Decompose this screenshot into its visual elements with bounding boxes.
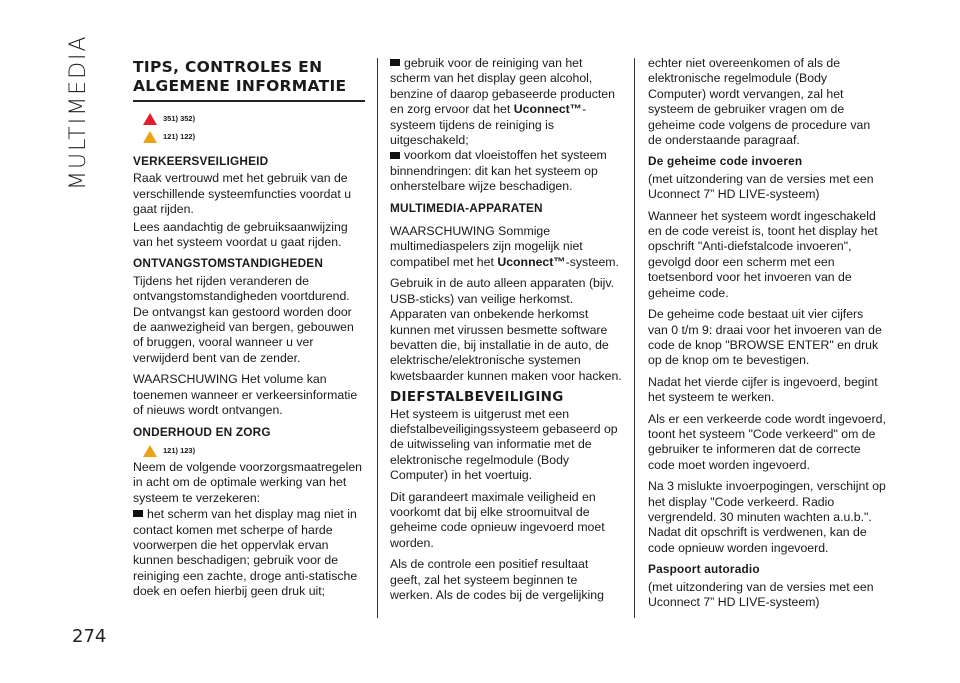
column-2 — [390, 56, 622, 609]
heading-traffic-safety: VERKEERSVEILIGHEID — [133, 154, 269, 168]
list-item-text: gebruik voor de reiniging van het scherm van het display geen alcohol, benzine of daarop gebaseerde producten en zorg ervoor dat het — [390, 56, 615, 117]
paragraph: echter niet overeenkomen of als de elektronische regelmodule (Body Computer) wordt vervangen, zal het systeem de gebruiker vragen om de geheime code volgens de procedure van de onderstaande paragraaf. — [648, 56, 871, 148]
paragraph: Raak vertrouwd met het gebruik van de verschillende systeemfuncties voordat u gaat rijden. — [133, 171, 352, 217]
paragraph: De geheime code bestaat uit vier cijfers van 0 t/m 9: draai voor het invoeren van de code de knop "BROWSE ENTER" en druk op de knop om te bevestigen. — [648, 307, 882, 368]
paragraph: Als er een verkeerde code wordt ingevoerd, toont het systeem "Code verkeerd" om de gebruiker te informeren dat de correcte code moet worden ingevoerd. — [648, 411, 886, 472]
paragraph: Lees aandachtig de gebruiksaanwijzing van het systeem voordat u gaat rijden. — [133, 219, 348, 250]
paragraph: Tijdens het rijden veranderen de ontvangstomstandigheden voortdurend. De ontvangst kan gestoord worden door de aanwezigheid van bergen, gebouwen of bruggen, vooral wanneer u ver verwijderd bent van de zender. — [133, 273, 354, 365]
bullet-icon — [390, 59, 400, 66]
title-line-2: ALGEMENE INFORMATIE — [133, 77, 347, 95]
paragraph: WAARSCHUWING Het volume kan toenemen wanneer er verkeersinformatie of nieuws wordt ontvangen. — [133, 372, 358, 418]
bullet-icon — [390, 152, 400, 159]
paragraph-text: WAARSCHUWING Sommige multimediaspelers zijn mogelijk niet compatibel met het — [390, 224, 583, 269]
column-divider — [377, 58, 378, 618]
paragraph: (met uitzondering van de versies met een Uconnect 7” HD LIVE-systeem) — [648, 579, 874, 609]
caution-refs: 121) 123) — [163, 446, 196, 456]
section-side-label — [60, 34, 100, 190]
caution-triangle-icon — [143, 131, 157, 143]
paragraph: Na 3 mislukte invoerpogingen, verschijnt op het display "Code verkeerd. Radio vergrendeld. 30 minuten wachten a.u.b.". Nadat dit opschrift is verdwenen, kan de code opnieuw worden ingevoerd. — [648, 479, 886, 555]
paragraph: Als de controle een positief resultaat geeft, zal het systeem beginnen te werken. Als de codes bij de vergelijking — [390, 557, 604, 602]
list-item — [133, 507, 365, 599]
list-item-text: voorkom dat vloeistoffen het systeem binnendringen: dit kan het systeem op onherstelbare wijze beschadigen. — [390, 148, 607, 194]
heading-reception: ONTVANGSTOMSTANDIGHEDEN — [133, 256, 324, 271]
paragraph: Dit garandeert maximale veiligheid en voorkomt dat bij elke stroomuitval de geheime code opnieuw ingevoerd moet worden. — [390, 489, 605, 550]
page-title — [133, 58, 365, 96]
paragraph: Het systeem is uitgerust met een diefstalbeveiligingssysteem gebaseerd op de uitwisseling van informatie met de elektronische regelmodule (Body Computer) in het voertuig. — [390, 406, 618, 483]
title-underline — [133, 100, 365, 102]
section-label-text: MULTIMEDIA — [66, 34, 91, 190]
paragraph: Gebruik in de auto alleen apparaten (bijv. USB-sticks) van veilige herkomst. Apparaten van onbekende herkomst kunnen met virussen besmette software bevatten die, bij installatie in de auto, de elektrische/elektronische systemen kwetsbaarder kunnen maken voor hacken. — [390, 276, 622, 383]
caution-row — [143, 128, 365, 146]
column-divider — [634, 58, 635, 618]
list-item-text: -systeem tijdens de reiniging is uitgeschakeld; — [390, 102, 587, 148]
page-number: 274 — [72, 626, 107, 647]
warning-triangle-icon — [143, 113, 157, 125]
caution-row — [143, 442, 365, 460]
warning-row — [143, 110, 365, 128]
heading-anti-theft: DIEFSTALBEVEILIGING — [390, 389, 564, 406]
caution-refs: 121) 122) — [163, 132, 196, 142]
bullet-icon — [133, 510, 143, 517]
heading-multimedia-devices: MULTIMEDIA-APPARATEN — [390, 200, 543, 215]
paragraph: Neem de volgende voorzorgsmaatregelen in acht om de optimale werking van het systeem te verzekeren: — [133, 459, 362, 505]
brand-name: Uconnect™ — [513, 102, 583, 117]
warning-refs: 351) 352) — [163, 114, 196, 124]
column-1 — [133, 58, 365, 600]
brand-name: Uconnect™ — [497, 254, 566, 269]
heading-radio-passport: Paspoort autoradio — [648, 562, 760, 577]
column-3 — [648, 56, 886, 616]
list-item-text: het scherm van het display mag niet in contact komen met scherpe of harde voorwerpen die het oppervlak ervan kunnen beschadigen; gebruik voor de reiniging een zachte, droge anti-statische doek en oefen hierbij geen druk uit; — [133, 507, 358, 599]
heading-maintenance: ONDERHOUD EN ZORG — [133, 424, 271, 439]
paragraph — [390, 224, 622, 270]
list-item — [390, 148, 622, 194]
paragraph: Nadat het vierde cijfer is ingevoerd, begint het systeem te werken. — [648, 374, 878, 405]
paragraph: Wanneer het systeem wordt ingeschakeld en de code vereist is, toont het display het opschrift "Anti-diefstalcode invoeren", gevolgd door een scherm met een toetsenbord voor het invoeren van de geheime code. — [648, 208, 878, 300]
heading-enter-code: De geheime code invoeren — [648, 154, 803, 169]
caution-triangle-icon — [143, 445, 157, 457]
list-item — [390, 56, 622, 148]
paragraph-text: -systeem. — [565, 254, 619, 269]
title-line-1: TIPS, CONTROLES EN — [133, 58, 323, 76]
paragraph: (met uitzondering van de versies met een Uconnect 7” HD LIVE-systeem) — [648, 171, 874, 202]
